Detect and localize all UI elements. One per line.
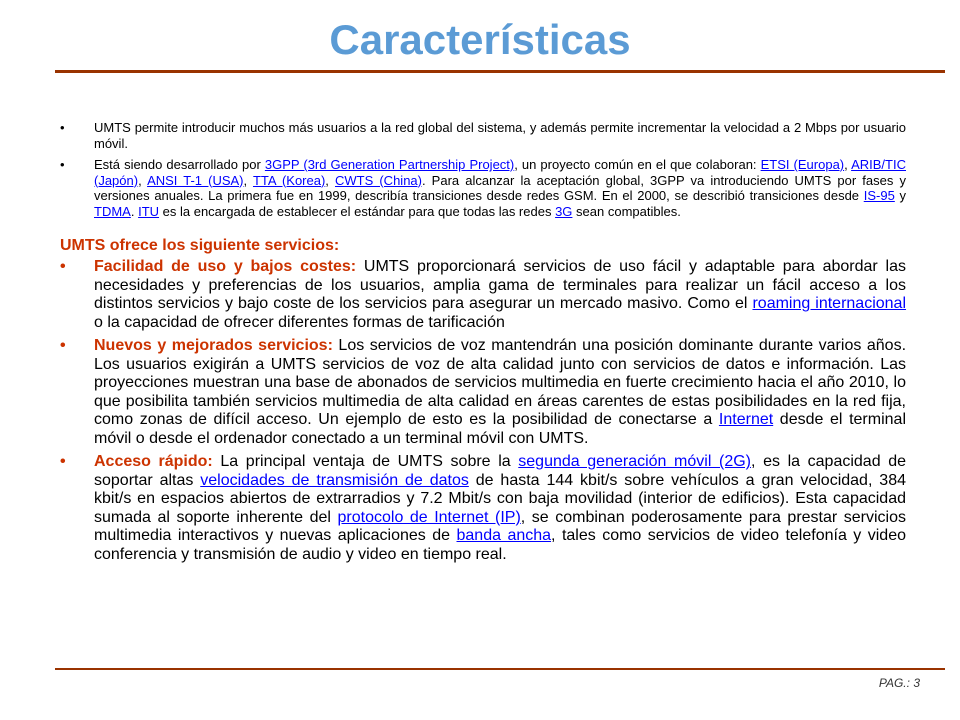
link-etsi[interactable]: ETSI (Europa) (760, 157, 845, 172)
service-title: Facilidad de uso y bajos costes: (94, 258, 357, 275)
service-item-ease (60, 258, 906, 332)
link-broadband[interactable]: banda ancha (456, 527, 552, 544)
link-3g[interactable]: 3G (555, 203, 573, 219)
bullet-icon: • (60, 120, 65, 135)
text: o la capacidad de ofrecer diferentes formas de tarificación (94, 313, 505, 331)
slide-title: Características (329, 16, 631, 63)
text: La principal ventaja de UMTS sobre la (212, 453, 519, 470)
service-title: Nuevos y mejorados servicios: (94, 337, 333, 354)
services-section (60, 258, 906, 564)
text: . Para alcanzar la aceptación global, 3GPP va introduciendo UMTS por fases y versiones anuales. La primera fue en 1999, describía transiciones desde redes GSM. En el 2000, se describió transiciones desde (94, 172, 906, 203)
bullet-icon: • (60, 337, 66, 354)
link-ip[interactable]: protocolo de Internet (IP) (337, 508, 521, 526)
text: , se combinan poderosamente para prestar servicios multimedia interactivos y nuevas aplicaciones de (94, 508, 906, 544)
text: sean compatibles. (572, 203, 681, 219)
link-3gpp[interactable]: 3GPP (3rd Generation Partnership Project) (264, 157, 515, 172)
link-2g[interactable]: segunda generación móvil (2G) (518, 453, 752, 470)
top-divider (55, 70, 945, 73)
text: es la encargada de establecer el estándar para que todas las redes (159, 203, 556, 219)
intro-bullet-1 (60, 120, 906, 151)
bullet-icon: • (60, 157, 65, 172)
link-itu[interactable]: ITU (138, 203, 160, 219)
intro-section (60, 120, 906, 219)
link-roaming[interactable]: roaming internacional (752, 295, 907, 312)
link-data-rates[interactable]: velocidades de transmisión de datos (200, 471, 469, 489)
text: , (138, 172, 148, 188)
slide-content (60, 120, 906, 569)
text: . (130, 203, 139, 219)
text: , un proyecto común en el que colaboran: (514, 157, 761, 172)
link-internet[interactable]: Internet (718, 411, 774, 428)
link-cwts[interactable]: CWTS (China) (335, 172, 422, 188)
text: , (844, 157, 852, 172)
text: , (325, 172, 335, 188)
link-is95[interactable]: IS-95 (863, 188, 895, 203)
intro-bullet-2 (60, 157, 906, 219)
text: , tales como servicios de video telefonía y video conferencia y transmisión de audio y video en tiempo real. (94, 527, 907, 563)
service-item-new (60, 337, 906, 448)
bottom-divider (55, 668, 945, 670)
text: de hasta 144 kbit/s sobre vehículos a gran velocidad, 384 kbit/s en espacios abiertos de extrarradios y 7.2 Mbit/s con baja movilidad (interior de edificios). Esta capacidad sumada al soporte inherente del (94, 471, 906, 526)
intro-text-1: UMTS permite introducir muchos más usuarios a la red global del sistema, y además permite incrementar la velocidad a 2 Mbps por usuario móvil. (94, 120, 906, 151)
text: Está siendo desarrollado por (94, 157, 265, 172)
service-title: Acceso rápido: (94, 453, 213, 470)
link-tta[interactable]: TTA (Korea) (252, 172, 326, 188)
text: Los servicios de voz mantendrán una posición dominante durante varios años. Los usuarios exigirán a UMTS servicios de voz de alta calidad junto con servicios de datos e información. Las proyecciones muestran una base de abonados de servicios multimedia en fuerte crecimiento hacia el año 2010, lo que posibilita también servicios multimedia de alta calidad en áreas carentes de estas posibilidades en la red fija, como zonas de difícil acceso. Un ejemplo de esto es la posibilidad de conectarse a (94, 337, 907, 428)
text: , (243, 172, 253, 188)
bullet-icon: • (60, 258, 66, 275)
link-ansi[interactable]: ANSI T-1 (USA) (147, 172, 244, 188)
text: UMTS proporcionará servicios de uso fácil y adaptable para abordar las necesidades y preferencias de los usuarios, amplia gama de terminales para realizar un fácil acceso a los distintos servicios y bajo coste de los servicios para asegurar un mercado masivo. Como el (94, 258, 906, 312)
page-number: PAG.: 3 (878, 676, 920, 690)
services-heading: UMTS ofrece los siguiente servicios: (60, 237, 340, 254)
link-arib[interactable]: ARIB/TIC (Japón) (94, 157, 906, 188)
text: desde el terminal móvil o desde el ordenador conectado a un terminal móvil con UMTS. (94, 411, 906, 447)
service-item-fast (60, 453, 906, 564)
link-tdma[interactable]: TDMA (94, 203, 131, 219)
text: , es la capacidad de soportar altas (94, 453, 907, 489)
text: y (894, 188, 906, 203)
bullet-icon: • (60, 453, 66, 470)
